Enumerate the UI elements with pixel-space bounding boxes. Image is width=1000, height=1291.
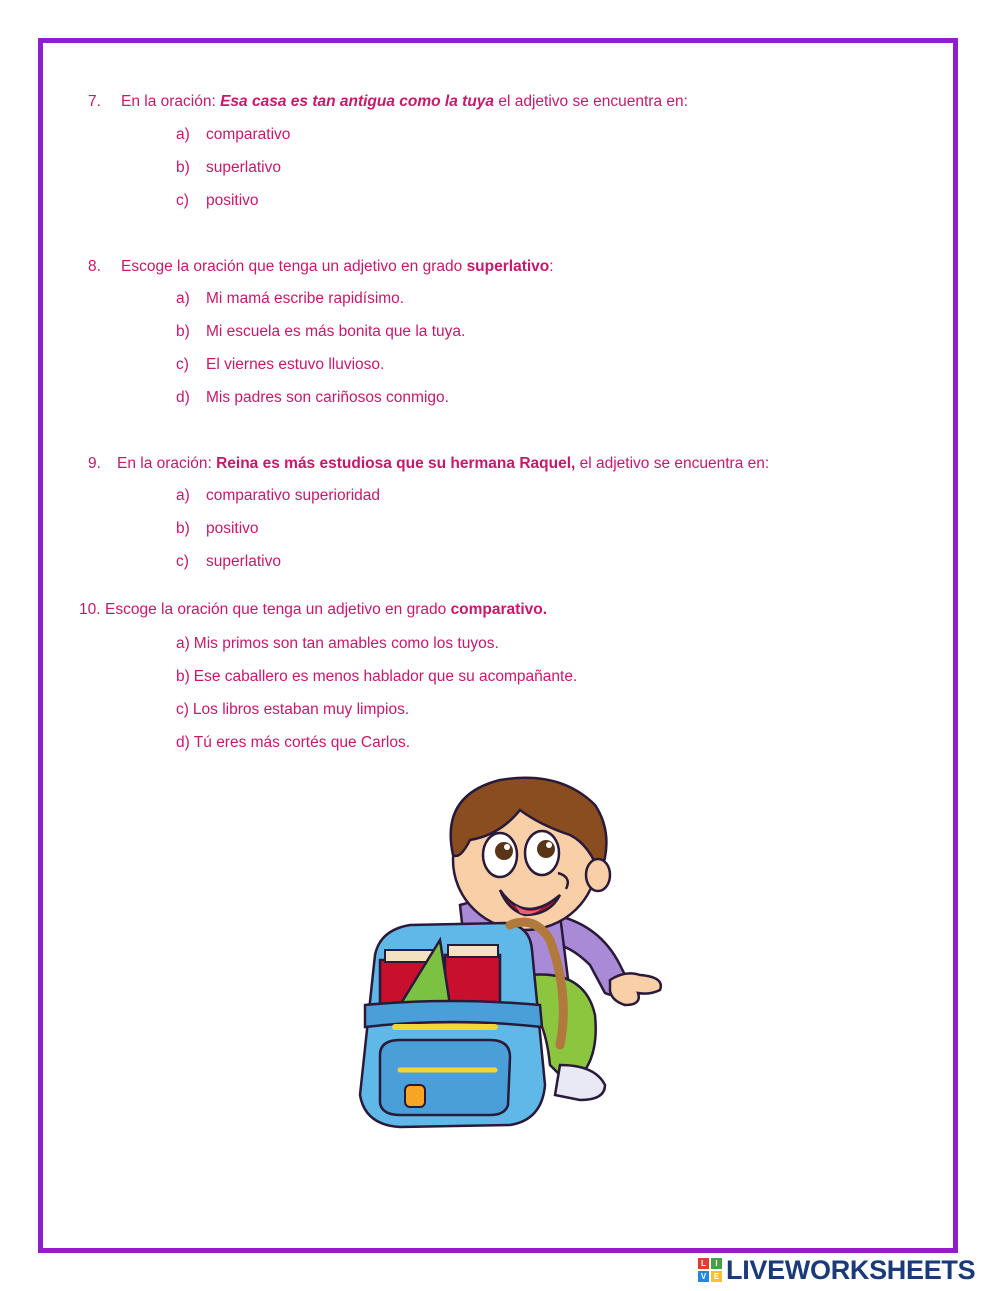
pupil-right — [537, 840, 555, 858]
ear-shape — [586, 859, 610, 891]
option-8c[interactable]: c) El viernes estuvo lluvioso. — [176, 356, 385, 373]
question-suffix: el adjetivo se encuentra en: — [494, 93, 688, 110]
option-7c[interactable]: c) positivo — [176, 192, 259, 209]
question-emphasis: Reina es más estudiosa que su hermana Raquel, — [216, 455, 576, 472]
option-9c[interactable]: c) superlativo — [176, 553, 281, 570]
question-prefix: Escoge la oración que tenga un adjetivo en grado — [121, 258, 467, 275]
pupil-left — [495, 842, 513, 860]
option-9b[interactable]: b) positivo — [176, 520, 259, 537]
question-number: 8. — [88, 258, 101, 275]
pocket-shape — [380, 1040, 510, 1115]
brand-name: LIVEWORKSHEETS — [726, 1254, 976, 1285]
question-emphasis: comparativo. — [450, 601, 548, 618]
option-10d[interactable]: d) Tú eres más cortés que Carlos. — [176, 734, 411, 751]
zipper-pull — [405, 1085, 425, 1107]
question-prefix: En la oración: — [121, 93, 221, 110]
question-7 — [0, 92, 900, 112]
boy-with-backpack-illustration — [320, 765, 670, 1155]
option-10a[interactable]: a) Mis primos son tan amables como los tuyos. — [176, 635, 499, 652]
question-prefix: En la oración: — [117, 455, 217, 472]
option-8b[interactable]: b) Mi escuela es más bonita que la tuya. — [176, 323, 466, 340]
question-suffix: el adjetivo se encuentra en: — [575, 455, 770, 472]
question-10 — [0, 600, 900, 620]
question-number: 9. — [88, 455, 101, 472]
question-suffix: : — [549, 258, 554, 275]
option-8a[interactable]: a) Mi mamá escribe rapidísimo. — [176, 290, 405, 307]
question-number: 10. — [79, 601, 101, 618]
option-10c[interactable]: c) Los libros estaban muy limpios. — [176, 701, 410, 718]
book-red-2 — [445, 955, 500, 1005]
brand-mark-icon: L I V E — [698, 1258, 722, 1282]
option-9a[interactable]: a) comparativo superioridad — [176, 487, 381, 504]
question-emphasis: Esa casa es tan antigua como la tuya — [220, 93, 495, 110]
liveworksheets-logo[interactable] — [698, 1255, 975, 1285]
question-emphasis: superlativo — [466, 258, 550, 275]
option-8d[interactable]: d) Mis padres son cariñosos conmigo. — [176, 389, 449, 406]
option-10b[interactable]: b) Ese caballero es menos hablador que su acompañante. — [176, 668, 578, 685]
option-7b[interactable]: b) superlativo — [176, 159, 281, 176]
hand-shape — [610, 973, 661, 1005]
question-number: 7. — [88, 93, 101, 110]
question-8 — [0, 257, 900, 277]
question-prefix: Escoge la oración que tenga un adjetivo en grado — [105, 601, 451, 618]
option-7a[interactable]: a) comparativo — [176, 126, 291, 143]
question-9 — [0, 454, 900, 474]
shoe-shape — [555, 1065, 605, 1100]
